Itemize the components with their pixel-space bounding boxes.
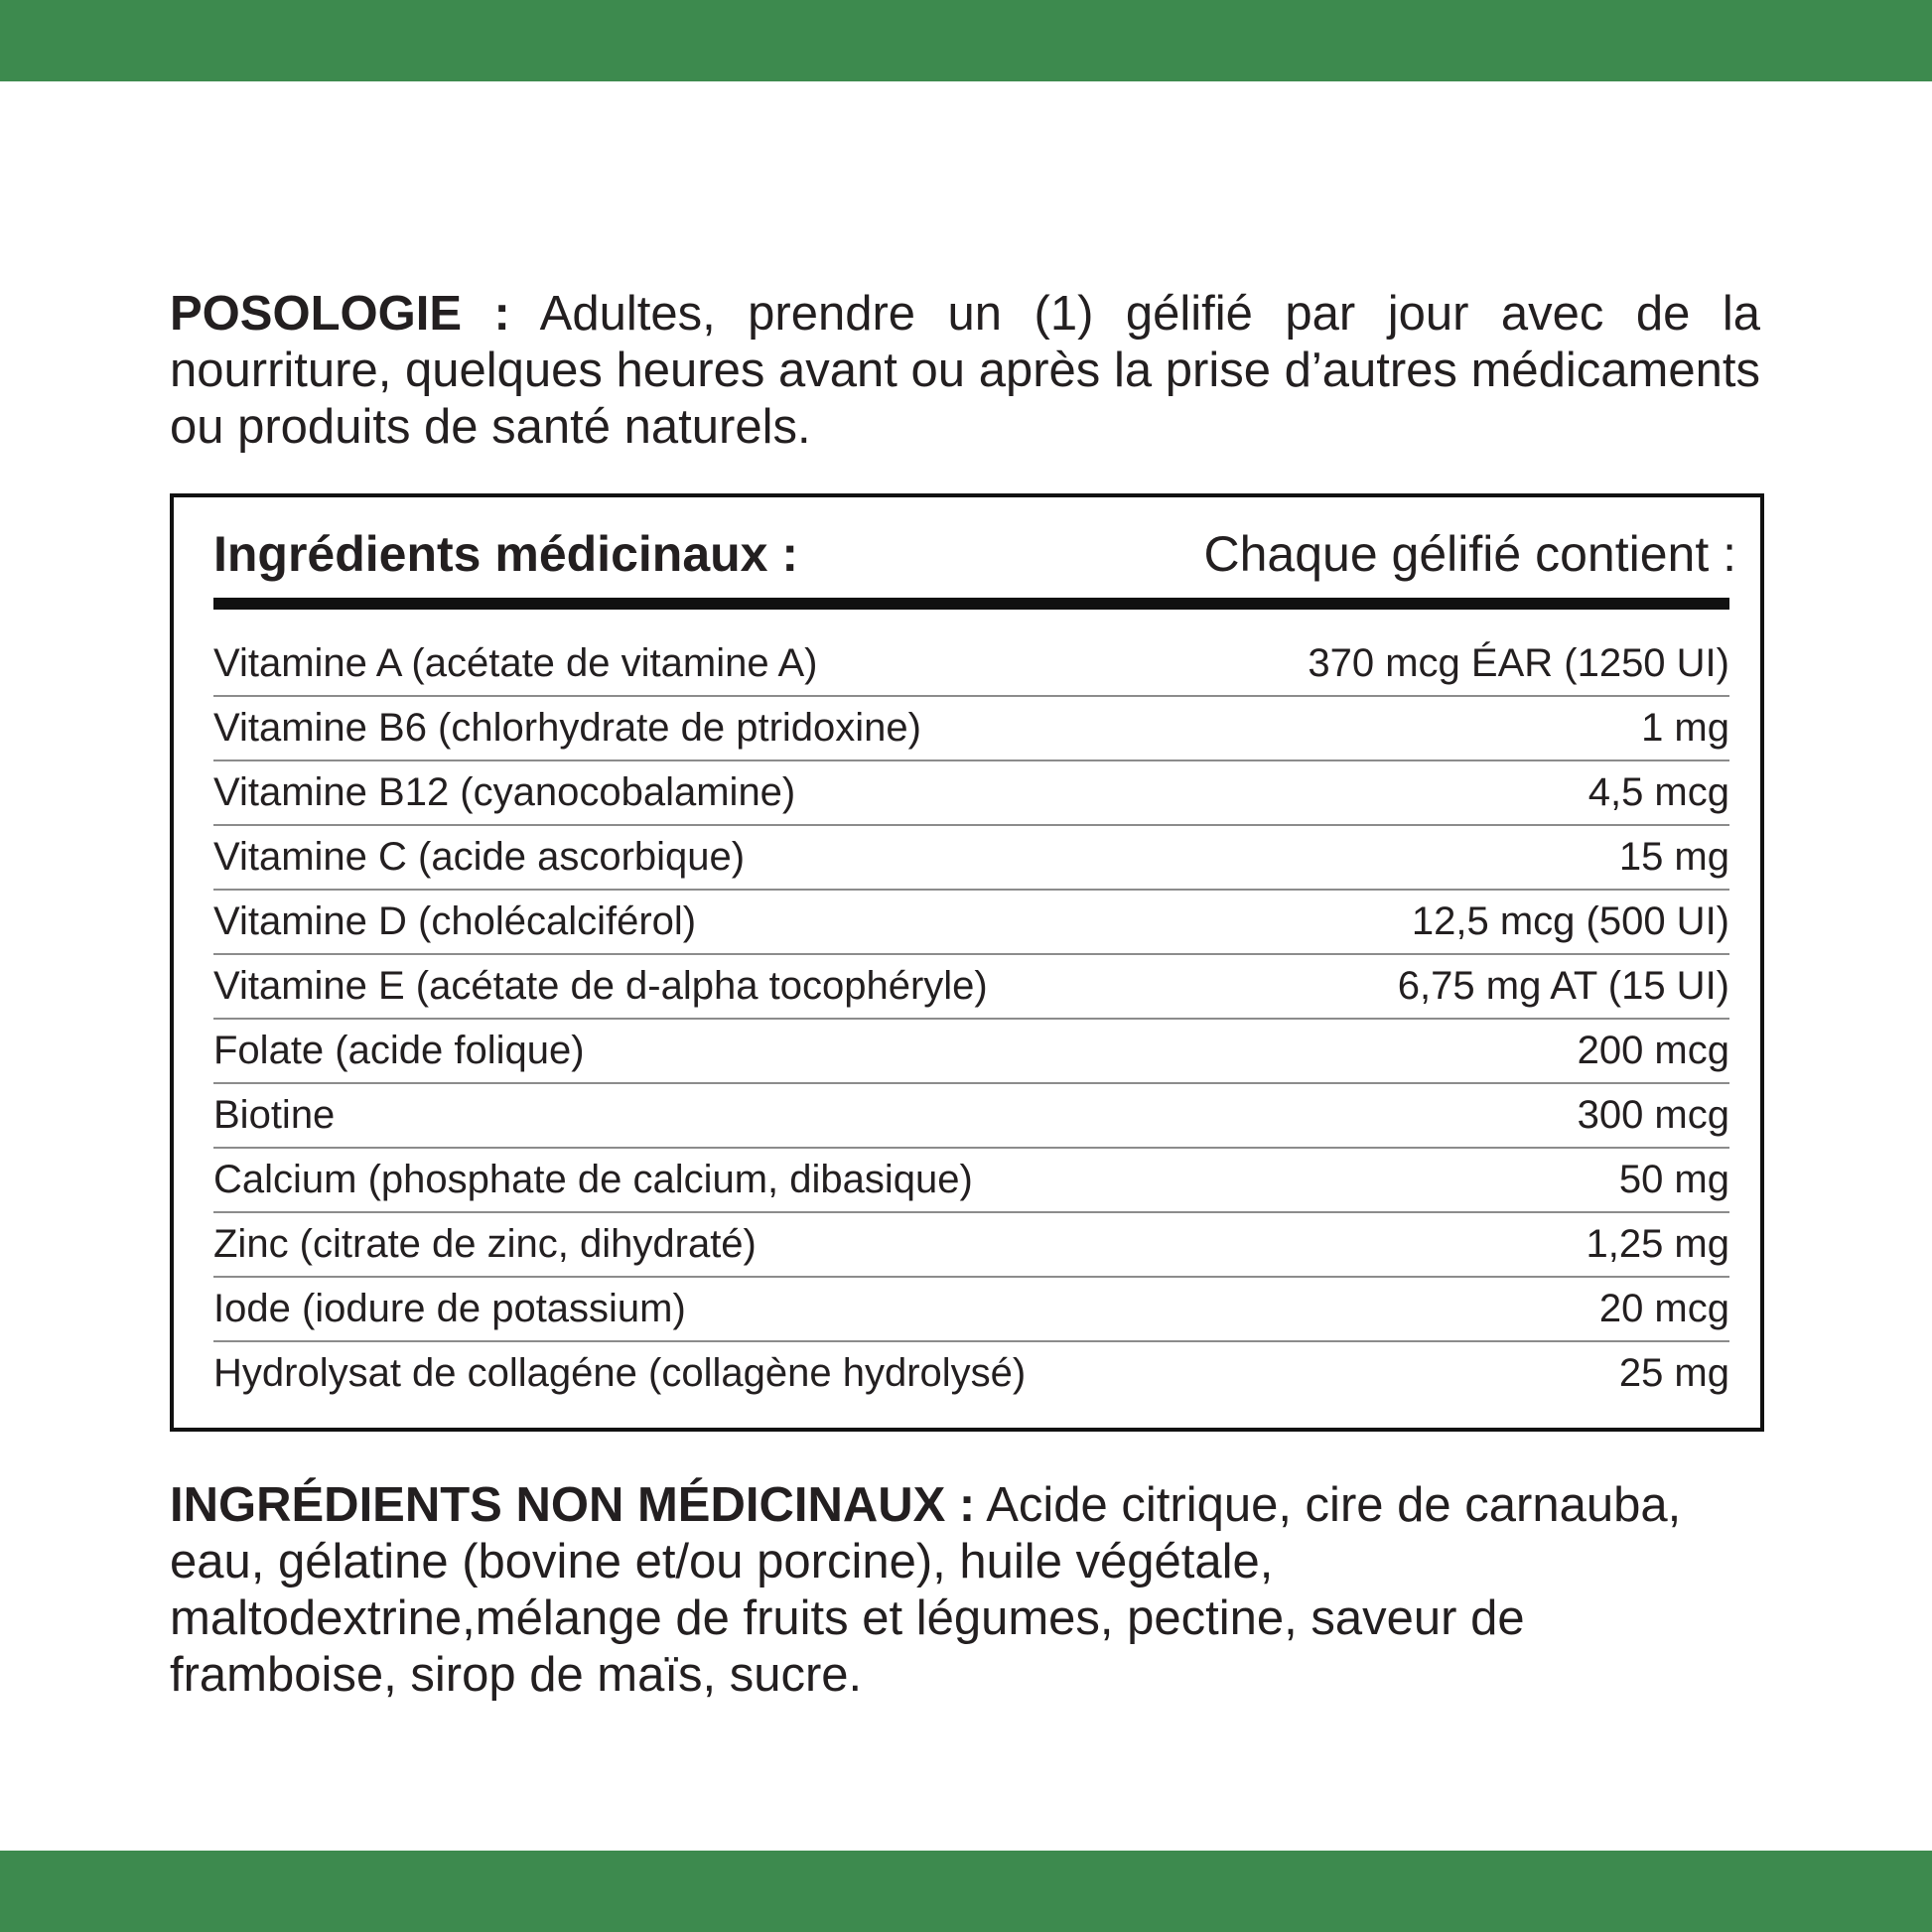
ingredient-amount: 6,75 mg AT (15 UI)	[1397, 964, 1729, 1008]
ingredient-name: Vitamine D (cholécalciférol)	[213, 899, 697, 943]
posology-label: POSOLOGIE :	[170, 287, 510, 341]
ingredient-name: Hydrolysat de collagéne (collagène hydrolysé)	[213, 1351, 1027, 1395]
top-green-band	[0, 0, 1932, 81]
posology-text: Adultes, prendre un (1) gélifié par jour avec de la nourriture, quelques heures avant ou après la prise d’autres médicaments ou produits de santé naturels.	[170, 287, 1760, 454]
ingredient-amount: 15 mg	[1618, 835, 1729, 879]
ingredient-name: Biotine	[213, 1093, 336, 1137]
ingredient-name: Vitamine E (acétate de d-alpha tocophéryle)	[213, 964, 988, 1008]
non-medicinal-text: Acide citrique, cire de carnauba, eau, gélatine (bovine et/ou porcine), huile végétale, maltodextrine,mélange de fruits et légumes, pectine, saveur de framboise, sirop de maïs, sucre.	[170, 1478, 1682, 1702]
posology-paragraph	[170, 286, 1760, 456]
bottom-green-band	[0, 1851, 1932, 1932]
table-row	[213, 891, 1729, 955]
ingredient-amount: 300 mcg	[1577, 1093, 1729, 1137]
ingredient-amount: 1,25 mg	[1586, 1222, 1729, 1266]
ingredient-name: Folate (acide folique)	[213, 1029, 585, 1072]
table-row	[213, 1084, 1729, 1149]
table-row	[213, 826, 1729, 891]
table-row	[213, 697, 1729, 761]
ingredient-amount: 20 mcg	[1598, 1287, 1729, 1330]
ingredient-name: Vitamine B6 (chlorhydrate de ptridoxine)	[213, 706, 921, 750]
ingredient-amount: 4,5 mcg	[1587, 770, 1729, 814]
ingredient-amount: 200 mcg	[1577, 1029, 1729, 1072]
ingredient-amount: 12,5 mcg (500 UI)	[1411, 899, 1729, 943]
table-header-rule	[213, 598, 1729, 610]
ingredient-name: Iode (iodure de potassium)	[213, 1287, 686, 1330]
ingredient-amount: 1 mg	[1641, 706, 1729, 750]
table-row	[213, 1149, 1729, 1213]
table-header	[213, 521, 1736, 587]
table-row	[213, 761, 1729, 826]
ingredient-name: Vitamine A (acétate de vitamine A)	[213, 641, 818, 685]
table-row	[213, 1342, 1729, 1405]
table-row	[213, 1278, 1729, 1342]
table-rows	[213, 632, 1729, 1405]
ingredient-amount: 50 mg	[1618, 1158, 1729, 1201]
ingredient-name: Vitamine B12 (cyanocobalamine)	[213, 770, 796, 814]
non-medicinal-label: INGRÉDIENTS NON MÉDICINAUX :	[170, 1478, 976, 1532]
table-row	[213, 955, 1729, 1020]
table-header-ingredients: Ingrédients médicinaux :	[213, 526, 799, 582]
ingredient-name: Zinc (citrate de zinc, dihydraté)	[213, 1222, 757, 1266]
medicinal-ingredients-table	[170, 493, 1764, 1432]
ingredient-name: Vitamine C (acide ascorbique)	[213, 835, 746, 879]
table-row	[213, 1213, 1729, 1278]
non-medicinal-paragraph	[170, 1477, 1760, 1704]
ingredient-amount: 25 mg	[1618, 1351, 1729, 1395]
table-header-amount: Chaque gélifié contient :	[1203, 526, 1736, 582]
table-row	[213, 1020, 1729, 1084]
ingredient-amount: 370 mcg ÉAR (1250 UI)	[1308, 641, 1729, 685]
ingredient-name: Calcium (phosphate de calcium, dibasique)	[213, 1158, 973, 1201]
table-row	[213, 632, 1729, 697]
